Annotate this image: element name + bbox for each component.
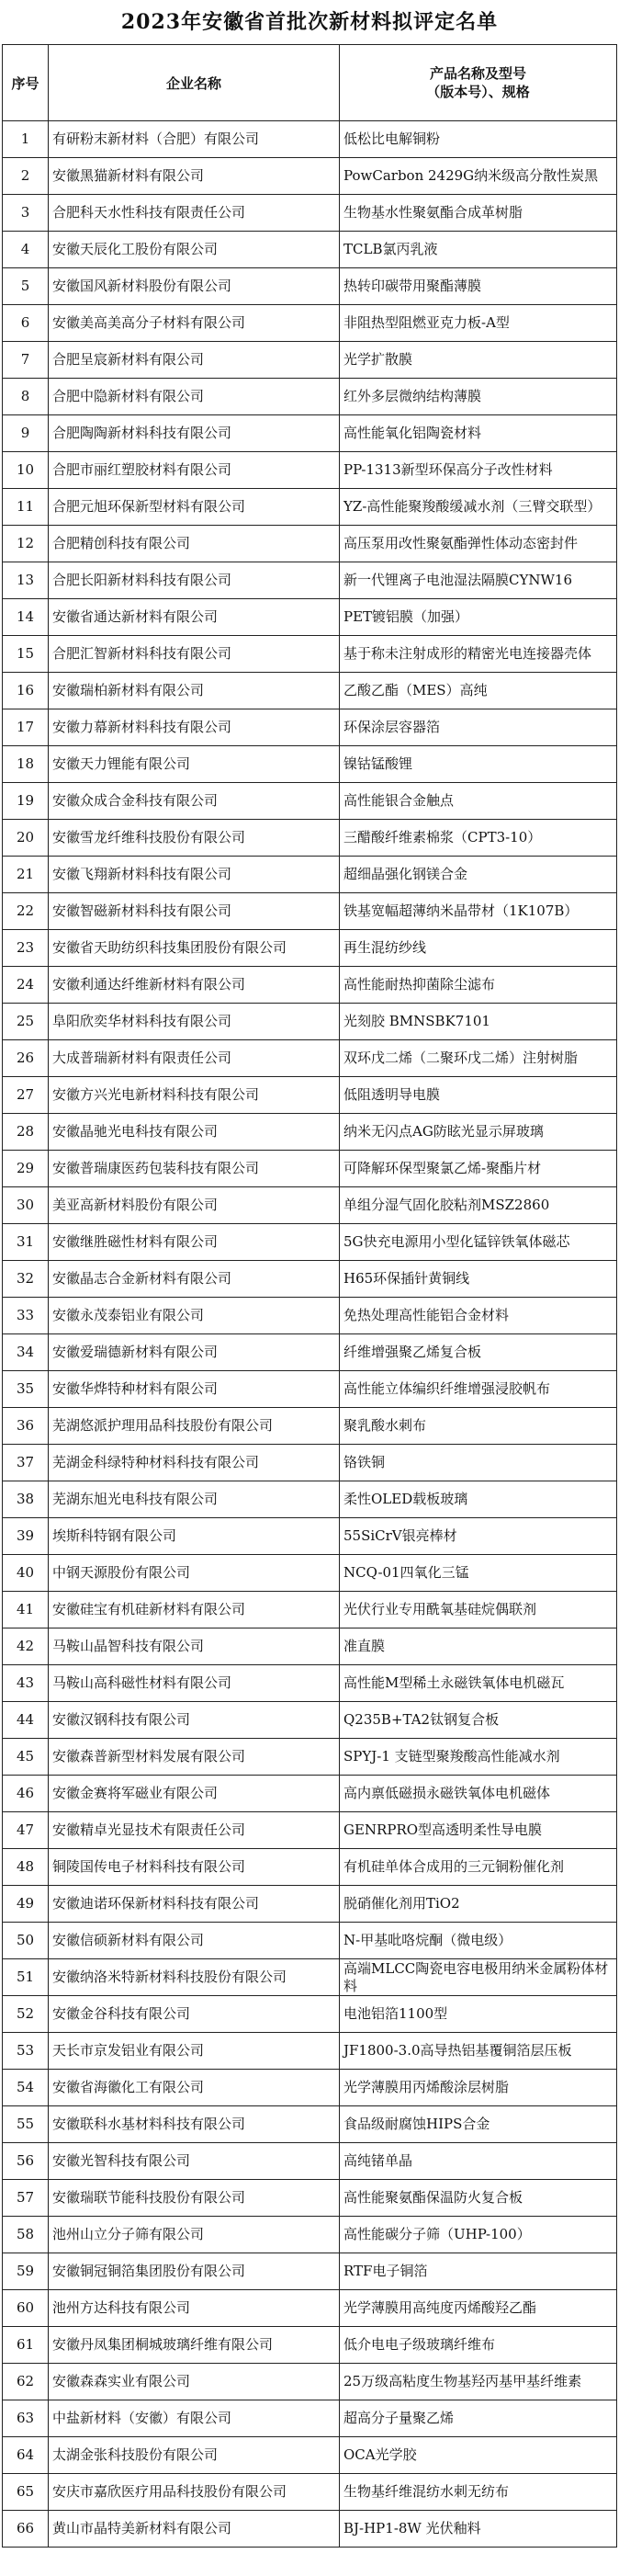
row-company: 安徽天力锂能有限公司: [49, 746, 340, 783]
table-row: [3, 379, 617, 415]
row-seq: 40: [3, 1555, 49, 1592]
row-product: 超高分子量聚乙烯: [340, 2400, 617, 2437]
table-row: [3, 857, 617, 893]
row-company: 马鞍山高科磁性材料有限公司: [49, 1665, 340, 1702]
table-row: [3, 1886, 617, 1923]
table-row: [3, 967, 617, 1004]
row-company: 中钢天源股份有限公司: [49, 1555, 340, 1592]
row-seq: 49: [3, 1886, 49, 1923]
row-company: 有研粉末新材料（合肥）有限公司: [49, 121, 340, 158]
row-product: 再生混纺纱线: [340, 930, 617, 967]
table-row: [3, 1812, 617, 1849]
row-company: 安徽众成合金科技有限公司: [49, 783, 340, 820]
row-seq: 56: [3, 2143, 49, 2180]
table-row: [3, 2364, 617, 2400]
row-seq: 8: [3, 379, 49, 415]
row-product: 超细晶强化钢镁合金: [340, 857, 617, 893]
row-product: PP-1313新型环保高分子改性材料: [340, 452, 617, 489]
row-seq: 51: [3, 1959, 49, 1996]
row-seq: 35: [3, 1371, 49, 1408]
row-company: 安徽铜冠铜箔集团股份有限公司: [49, 2253, 340, 2290]
row-seq: 1: [3, 121, 49, 158]
row-company: 安徽普瑞康医药包装科技有限公司: [49, 1151, 340, 1187]
row-seq: 48: [3, 1849, 49, 1886]
row-product: 红外多层微纳结构薄膜: [340, 379, 617, 415]
row-company: 安徽硅宝有机硅新材料有限公司: [49, 1592, 340, 1628]
row-product: 纳米无闪点AG防眩光显示屏玻璃: [340, 1114, 617, 1151]
table-row: [3, 2511, 617, 2548]
table-row: [3, 599, 617, 636]
row-company: 安徽永茂泰铝业有限公司: [49, 1298, 340, 1334]
table-row: [3, 1518, 617, 1555]
row-product: TCLB氯丙乳液: [340, 232, 617, 268]
row-product: 可降解环保型聚氯乙烯-聚酯片材: [340, 1151, 617, 1187]
table-row: [3, 673, 617, 709]
row-seq: 23: [3, 930, 49, 967]
row-seq: 60: [3, 2290, 49, 2327]
row-company: 芜湖金科绿特种材料科技有限公司: [49, 1445, 340, 1481]
row-seq: 7: [3, 342, 49, 379]
row-company: 安徽信硕新材料有限公司: [49, 1923, 340, 1959]
row-company: 安徽森普新型材料发展有限公司: [49, 1739, 340, 1776]
table-row: [3, 2180, 617, 2217]
row-seq: 53: [3, 2033, 49, 2070]
row-product: 高性能M型稀土永磁铁氧体电机磁瓦: [340, 1665, 617, 1702]
row-company: 安徽晶志合金新材料有限公司: [49, 1261, 340, 1298]
row-product: JF1800-3.0高导热铝基覆铜箔层压板: [340, 2033, 617, 2070]
table-row: [3, 1077, 617, 1114]
row-product: 5G快充电源用小型化锰锌铁氧体磁芯: [340, 1224, 617, 1261]
row-product: 非阻热型阻燃亚克力板-A型: [340, 305, 617, 342]
row-seq: 64: [3, 2437, 49, 2474]
row-seq: 61: [3, 2327, 49, 2364]
row-seq: 36: [3, 1408, 49, 1445]
row-seq: 59: [3, 2253, 49, 2290]
row-product: 高内禀低磁损永磁铁氧体电机磁体: [340, 1776, 617, 1812]
row-product: 低阻透明导电膜: [340, 1077, 617, 1114]
table-row: [3, 1224, 617, 1261]
table-row: [3, 121, 617, 158]
row-company: 黄山市晶特美新材料有限公司: [49, 2511, 340, 2548]
table-row: [3, 1040, 617, 1077]
row-company: 安徽金赛将军磁业有限公司: [49, 1776, 340, 1812]
table-header-row: [3, 45, 617, 121]
award-table: [2, 44, 617, 2548]
row-seq: 62: [3, 2364, 49, 2400]
row-company: 合肥陶陶新材料科技有限公司: [49, 415, 340, 452]
row-product: 环保涂层容器箔: [340, 709, 617, 746]
table-row: [3, 1481, 617, 1518]
row-product: 高性能碳分子筛（UHP-100）: [340, 2217, 617, 2253]
row-company: 安徽瑞柏新材料有限公司: [49, 673, 340, 709]
table-row: [3, 195, 617, 232]
table-row: [3, 1334, 617, 1371]
table-row: [3, 562, 617, 599]
row-company: 合肥长阳新材料科技有限公司: [49, 562, 340, 599]
table-row: [3, 489, 617, 526]
row-seq: 47: [3, 1812, 49, 1849]
row-seq: 65: [3, 2474, 49, 2511]
row-product: 高性能立体编织纤维增强浸胶帆布: [340, 1371, 617, 1408]
table-row: [3, 2033, 617, 2070]
row-product: 高纯锗单晶: [340, 2143, 617, 2180]
table-row: [3, 1776, 617, 1812]
row-product: 准直膜: [340, 1628, 617, 1665]
row-product: 热转印碳带用聚酯薄膜: [340, 268, 617, 305]
table-row: [3, 2217, 617, 2253]
row-product: 食品级耐腐蚀HIPS合金: [340, 2106, 617, 2143]
row-product: 低松比电解铜粉: [340, 121, 617, 158]
row-seq: 10: [3, 452, 49, 489]
table-row: [3, 1187, 617, 1224]
row-product: SPYJ-1 支链型聚羧酸高性能减水剂: [340, 1739, 617, 1776]
row-seq: 13: [3, 562, 49, 599]
row-company: 安徽精卓光显技术有限责任公司: [49, 1812, 340, 1849]
row-company: 铜陵国传电子材料科技有限公司: [49, 1849, 340, 1886]
row-seq: 16: [3, 673, 49, 709]
row-seq: 19: [3, 783, 49, 820]
row-company: 马鞍山晶智科技有限公司: [49, 1628, 340, 1665]
row-company: 太湖金张科技股份有限公司: [49, 2437, 340, 2474]
table-row: [3, 1555, 617, 1592]
row-product: 免热处理高性能铝合金材料: [340, 1298, 617, 1334]
table-row: [3, 1665, 617, 1702]
row-product: 脱硝催化剂用TiO2: [340, 1886, 617, 1923]
row-company: 安徽飞翔新材料科技有限公司: [49, 857, 340, 893]
row-company: 安徽雪龙纤维科技股份有限公司: [49, 820, 340, 857]
row-product: 铁基宽幅超薄纳米晶带材（1K107B）: [340, 893, 617, 930]
row-company: 合肥科天水性科技有限责任公司: [49, 195, 340, 232]
row-company: 合肥精创科技有限公司: [49, 526, 340, 562]
row-seq: 15: [3, 636, 49, 673]
row-product: 电池铝箔1100型: [340, 1996, 617, 2033]
row-seq: 42: [3, 1628, 49, 1665]
row-product: 镍钴锰酸锂: [340, 746, 617, 783]
row-seq: 25: [3, 1004, 49, 1040]
row-product: 高性能聚氨酯保温防火复合板: [340, 2180, 617, 2217]
row-seq: 32: [3, 1261, 49, 1298]
row-company: 安徽省海徽化工有限公司: [49, 2070, 340, 2106]
table-row: [3, 1261, 617, 1298]
row-product: 柔性OLED载板玻璃: [340, 1481, 617, 1518]
row-company: 合肥呈宸新材料有限公司: [49, 342, 340, 379]
row-seq: 18: [3, 746, 49, 783]
row-seq: 21: [3, 857, 49, 893]
row-product: 低介电电子级玻璃纤维布: [340, 2327, 617, 2364]
row-company: 合肥市丽红塑胶材料有限公司: [49, 452, 340, 489]
row-company: 安徽光智科技有限公司: [49, 2143, 340, 2180]
table-row: [3, 415, 617, 452]
row-seq: 4: [3, 232, 49, 268]
row-product: 高端MLCC陶瓷电容电极用纳米金属粉体材料: [340, 1959, 617, 1996]
row-product: N-甲基吡咯烷酮（微电级）: [340, 1923, 617, 1959]
row-product: 光伏行业专用酰氧基硅烷偶联剂: [340, 1592, 617, 1628]
table-row: [3, 2106, 617, 2143]
row-product: PowCarbon 2429G纳米级高分散性炭黑: [340, 158, 617, 195]
row-company: 安徽晶驰光电科技有限公司: [49, 1114, 340, 1151]
row-company: 安徽省天助纺织科技集团股份有限公司: [49, 930, 340, 967]
row-product: 高性能氧化铝陶瓷材料: [340, 415, 617, 452]
row-company: 安徽森森实业有限公司: [49, 2364, 340, 2400]
row-seq: 6: [3, 305, 49, 342]
row-product: 生物基水性聚氨酯合成革树脂: [340, 195, 617, 232]
row-product: 25万级高粘度生物基羟丙基甲基纤维素: [340, 2364, 617, 2400]
row-product: 新一代锂离子电池湿法隔膜CYNW16: [340, 562, 617, 599]
row-product: 三醋酸纤维素棉浆（CPT3-10）: [340, 820, 617, 857]
row-seq: 11: [3, 489, 49, 526]
table-row: [3, 452, 617, 489]
table-row: [3, 1923, 617, 1959]
row-company: 安徽利通达纤维新材料有限公司: [49, 967, 340, 1004]
row-seq: 3: [3, 195, 49, 232]
row-company: 安徽力幕新材料科技有限公司: [49, 709, 340, 746]
row-company: 安徽美高美高分子材料有限公司: [49, 305, 340, 342]
row-product: 有机硅单体合成用的三元铜粉催化剂: [340, 1849, 617, 1886]
row-seq: 20: [3, 820, 49, 857]
table-row: [3, 158, 617, 195]
row-company: 安徽国风新材料股份有限公司: [49, 268, 340, 305]
row-seq: 38: [3, 1481, 49, 1518]
table-row: [3, 1114, 617, 1151]
row-seq: 43: [3, 1665, 49, 1702]
row-seq: 12: [3, 526, 49, 562]
row-product: 光学薄膜用高纯度丙烯酸羟乙酯: [340, 2290, 617, 2327]
table-row: [3, 232, 617, 268]
row-product: GENRPRO型高透明柔性导电膜: [340, 1812, 617, 1849]
row-company: 池州方达科技有限公司: [49, 2290, 340, 2327]
table-row: [3, 2437, 617, 2474]
row-product: 光学扩散膜: [340, 342, 617, 379]
table-row: [3, 1959, 617, 1996]
table-row: [3, 2143, 617, 2180]
table-row: [3, 2327, 617, 2364]
row-company: 安徽方兴光电新材料科技有限公司: [49, 1077, 340, 1114]
table-row: [3, 1702, 617, 1739]
table-row: [3, 2253, 617, 2290]
row-seq: 37: [3, 1445, 49, 1481]
table-row: [3, 1739, 617, 1776]
row-company: 合肥中隐新材料有限公司: [49, 379, 340, 415]
row-product: 基于称未注射成形的精密光电连接器壳体: [340, 636, 617, 673]
table-row: [3, 636, 617, 673]
table-row: [3, 1004, 617, 1040]
row-seq: 26: [3, 1040, 49, 1077]
table-row: [3, 893, 617, 930]
table-row: [3, 1849, 617, 1886]
row-seq: 9: [3, 415, 49, 452]
row-company: 安徽智磁新材料科技有限公司: [49, 893, 340, 930]
row-company: 埃斯科特钢有限公司: [49, 1518, 340, 1555]
table-row: [3, 1445, 617, 1481]
row-product: 光学薄膜用丙烯酸涂层树脂: [340, 2070, 617, 2106]
row-company: 安徽继胜磁性材料有限公司: [49, 1224, 340, 1261]
row-product: 高性能银合金触点: [340, 783, 617, 820]
row-company: 池州山立分子筛有限公司: [49, 2217, 340, 2253]
table-row: [3, 2400, 617, 2437]
row-seq: 44: [3, 1702, 49, 1739]
header-product-line2: （版本号）、规格: [426, 84, 530, 100]
row-company: 安徽华烨特种材料有限公司: [49, 1371, 340, 1408]
row-product: RTF电子铜箔: [340, 2253, 617, 2290]
row-company: 安徽黑猫新材料有限公司: [49, 158, 340, 195]
row-company: 安徽天辰化工股份有限公司: [49, 232, 340, 268]
page-title: 2023年安徽省首批次新材料拟评定名单: [120, 10, 499, 34]
row-company: 合肥元旭环保新型材料有限公司: [49, 489, 340, 526]
row-seq: 31: [3, 1224, 49, 1261]
table-row: [3, 305, 617, 342]
row-company: 芜湖东旭光电科技有限公司: [49, 1481, 340, 1518]
header-company: 企业名称: [49, 45, 340, 121]
row-seq: 55: [3, 2106, 49, 2143]
row-product: BJ-HP1-8W 光伏釉料: [340, 2511, 617, 2548]
table-body: [3, 121, 617, 2548]
table-row: [3, 820, 617, 857]
row-company: 安徽省通达新材料有限公司: [49, 599, 340, 636]
row-company: 安徽汉钢科技有限公司: [49, 1702, 340, 1739]
row-seq: 5: [3, 268, 49, 305]
header-seq: 序号: [3, 45, 49, 121]
row-company: 芜湖悠派护理用品科技股份有限公司: [49, 1408, 340, 1445]
row-product: 乙酸乙酯（MES）高纯: [340, 673, 617, 709]
row-product: H65环保插针黄铜线: [340, 1261, 617, 1298]
row-product: NCQ-01四氧化三锰: [340, 1555, 617, 1592]
row-product: 单组分湿气固化胶粘剂MSZ2860: [340, 1187, 617, 1224]
row-product: 光刻胶 BMNSBK7101: [340, 1004, 617, 1040]
row-company: 合肥汇智新材料科技有限公司: [49, 636, 340, 673]
row-company: 大成普瑞新材料有限责任公司: [49, 1040, 340, 1077]
row-company: 阜阳欣奕华材料科技有限公司: [49, 1004, 340, 1040]
row-seq: 39: [3, 1518, 49, 1555]
row-product: PET镀铝膜（加强）: [340, 599, 617, 636]
row-company: 安徽金谷科技有限公司: [49, 1996, 340, 2033]
row-product: YZ-高性能聚羧酸缓减水剂（三臂交联型）: [340, 489, 617, 526]
table-row: [3, 746, 617, 783]
row-product: 铬铁铜: [340, 1445, 617, 1481]
row-product: 55SiCrV银亮棒材: [340, 1518, 617, 1555]
table-row: [3, 1408, 617, 1445]
table-row: [3, 342, 617, 379]
table-row: [3, 2070, 617, 2106]
row-seq: 46: [3, 1776, 49, 1812]
row-seq: 2: [3, 158, 49, 195]
table-row: [3, 268, 617, 305]
row-company: 安庆市嘉欣医疗用品科技股份有限公司: [49, 2474, 340, 2511]
header-product: [340, 45, 617, 121]
row-company: 安徽爱瑞德新材料有限公司: [49, 1334, 340, 1371]
table-row: [3, 1371, 617, 1408]
row-company: 安徽丹凤集团桐城玻璃纤维有限公司: [49, 2327, 340, 2364]
row-company: 美亚高新材料股份有限公司: [49, 1187, 340, 1224]
row-product: 生物基纤维混纺水刺无纺布: [340, 2474, 617, 2511]
table-row: [3, 1996, 617, 2033]
row-product: 高压泵用改性聚氨酯弹性体动态密封件: [340, 526, 617, 562]
row-seq: 52: [3, 1996, 49, 2033]
row-seq: 27: [3, 1077, 49, 1114]
row-seq: 28: [3, 1114, 49, 1151]
row-seq: 22: [3, 893, 49, 930]
table-row: [3, 930, 617, 967]
row-seq: 29: [3, 1151, 49, 1187]
row-company: 安徽瑞联节能科技股份有限公司: [49, 2180, 340, 2217]
row-seq: 30: [3, 1187, 49, 1224]
table-row: [3, 1592, 617, 1628]
row-company: 安徽迪诺环保新材料科技有限公司: [49, 1886, 340, 1923]
row-seq: 50: [3, 1923, 49, 1959]
row-seq: 34: [3, 1334, 49, 1371]
table-row: [3, 2290, 617, 2327]
row-seq: 45: [3, 1739, 49, 1776]
row-product: OCA光学胶: [340, 2437, 617, 2474]
row-seq: 24: [3, 967, 49, 1004]
row-company: 中盐新材料（安徽）有限公司: [49, 2400, 340, 2437]
row-company: 天长市京发铝业有限公司: [49, 2033, 340, 2070]
table-row: [3, 1628, 617, 1665]
row-company: 安徽联科水基材料科技有限公司: [49, 2106, 340, 2143]
row-seq: 57: [3, 2180, 49, 2217]
row-product: 聚乳酸水刺布: [340, 1408, 617, 1445]
row-seq: 33: [3, 1298, 49, 1334]
table-row: [3, 709, 617, 746]
row-company: 安徽纳洛米特新材料科技股份有限公司: [49, 1959, 340, 1996]
table-row: [3, 2474, 617, 2511]
table-row: [3, 783, 617, 820]
row-product: 高性能耐热抑菌除尘滤布: [340, 967, 617, 1004]
row-product: 双环戊二烯（二聚环戊二烯）注射树脂: [340, 1040, 617, 1077]
row-seq: 41: [3, 1592, 49, 1628]
row-seq: 58: [3, 2217, 49, 2253]
row-seq: 54: [3, 2070, 49, 2106]
table-row: [3, 1298, 617, 1334]
row-seq: 66: [3, 2511, 49, 2548]
table-row: [3, 526, 617, 562]
row-seq: 63: [3, 2400, 49, 2437]
table-row: [3, 1151, 617, 1187]
header-product-line1: 产品名称及型号: [429, 65, 526, 82]
row-seq: 17: [3, 709, 49, 746]
row-seq: 14: [3, 599, 49, 636]
row-product: 纤维增强聚乙烯复合板: [340, 1334, 617, 1371]
row-product: Q235B+TA2钛钢复合板: [340, 1702, 617, 1739]
